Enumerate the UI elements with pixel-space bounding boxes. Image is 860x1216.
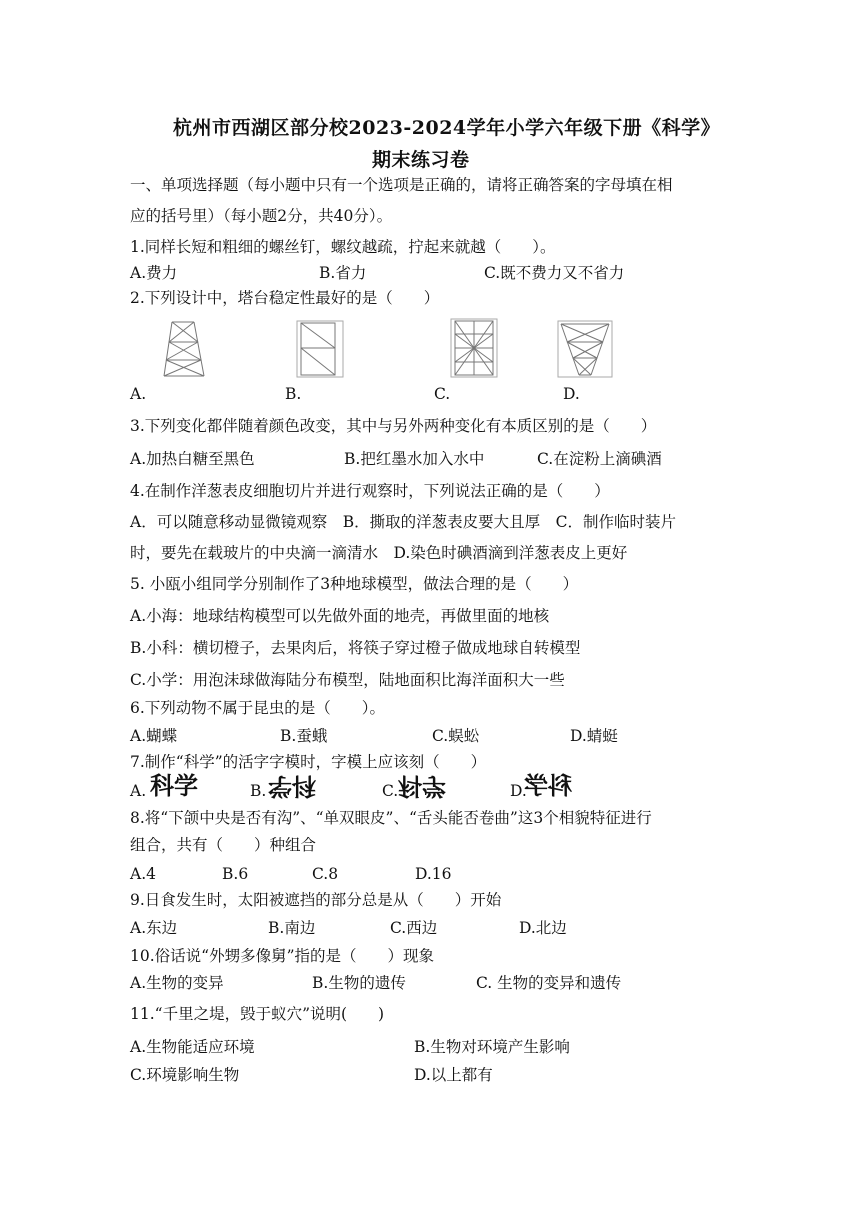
q7-glyph-c: 科学	[398, 772, 446, 800]
q9-stem: 9.日食发生时，太阳被遮挡的部分总是从（ ）开始	[130, 891, 502, 909]
q10-option-c: C. 生物的变异和遗传	[476, 974, 622, 992]
q1-option-b: B.省力	[319, 264, 367, 282]
q9-option-c: C.西边	[390, 919, 438, 937]
q6-option-b: B.蚕蛾	[280, 727, 328, 745]
q6-stem: 6.下列动物不属于昆虫的是（ ）。	[130, 699, 386, 717]
q10-option-b: B.生物的遗传	[312, 974, 406, 992]
q10-stem: 10.俗话说“外甥多像舅”指的是（ ）现象	[130, 947, 434, 965]
q5-option-a: A.小海：地球结构模型可以先做外面的地壳，再做里面的地核	[130, 607, 550, 625]
q6-option-a: A.蝴蝶	[130, 727, 178, 745]
q2-option-b: B.	[285, 385, 302, 403]
q10-option-a: A.生物的变异	[130, 974, 224, 992]
q9-option-b: B.南边	[268, 919, 316, 937]
q8-option-d: D.16	[415, 865, 452, 883]
q2-option-a: A.	[130, 385, 147, 403]
q8-stem-line-2: 组合，共有（ ）种组合	[130, 836, 317, 854]
q9-option-d: D.北边	[519, 919, 567, 937]
q3-option-a: A.加热白糖至黑色	[130, 450, 255, 468]
q7-stem: 7.制作“科学”的活字字模时，字模上应该刻（ ）	[130, 753, 487, 771]
title-line-2: 期末练习卷	[372, 149, 470, 171]
section-instructions-line-1: 一、单项选择题（每小题中只有一个选项是正确的，请将正确答案的字母填在相	[130, 176, 673, 194]
q3-stem: 3.下列变化都伴随着颜色改变，其中与另外两种变化有本质区别的是（ ）	[130, 417, 657, 435]
q6-option-c: C.蜈蚣	[432, 727, 480, 745]
q2-option-c: C.	[434, 385, 451, 403]
q11-option-d: D.以上都有	[414, 1066, 493, 1084]
q11-option-a: A.生物能适应环境	[130, 1038, 255, 1056]
q8-option-a: A.4	[130, 865, 156, 883]
q5-option-c: C.小学：用泡沫球做海陆分布模型，陆地面积比海洋面积大一些	[130, 671, 565, 689]
q3-option-c: C.在淀粉上滴碘酒	[537, 450, 662, 468]
tower-figure-d	[557, 320, 613, 378]
q7-option-c: C.	[382, 782, 399, 800]
q7-option-d: D.	[510, 782, 527, 800]
q7-option-a: A.	[130, 782, 147, 800]
q1-stem: 1.同样长短和粗细的螺丝钉，螺纹越疏，拧起来就越（ ）。	[130, 238, 556, 256]
q11-option-b: B.生物对环境产生影响	[414, 1038, 570, 1056]
q4-options-line-2: 时，要先在载玻片的中央滴一滴清水 D.染色时碘酒滴到洋葱表皮上更好	[130, 544, 628, 562]
q2-stem: 2.下列设计中，塔台稳定性最好的是（ ）	[130, 289, 440, 307]
q6-option-d: D.蜻蜓	[570, 727, 618, 745]
tower-figure-b	[296, 320, 344, 378]
q8-stem-line-1: 8.将“下颌中央是否有沟”、“单双眼皮”、“舌头能否卷曲”这3个相貌特征进行	[130, 809, 652, 827]
q9-option-a: A.东边	[130, 919, 178, 937]
tower-figure-c	[450, 318, 498, 378]
q5-stem: 5. 小瓯小组同学分别制作了3种地球模型，做法合理的是（ ）	[130, 575, 579, 593]
q11-stem: 11.“千里之堤，毁于蚁穴”说明( )	[130, 1005, 385, 1023]
q3-option-b: B.把红墨水加入水中	[344, 450, 485, 468]
q4-stem: 4.在制作洋葱表皮细胞切片并进行观察时，下列说法正确的是（ ）	[130, 482, 610, 500]
q8-option-b: B.6	[222, 865, 249, 883]
q8-option-c: C.8	[312, 865, 339, 883]
q7-option-b: B.	[250, 782, 267, 800]
q7-glyph-a: 科学	[150, 772, 198, 800]
q2-option-d: D.	[563, 385, 580, 403]
q7-glyph-b: 科学	[268, 772, 316, 800]
q11-option-c: C.环境影响生物	[130, 1066, 240, 1084]
tower-figure-a	[158, 320, 210, 378]
q5-option-b: B.小科：横切橙子，去果肉后，将筷子穿过橙子做成地球自转模型	[130, 639, 581, 657]
title-line-1: 杭州市西湖区部分校2023-2024学年小学六年级下册《科学》	[173, 117, 721, 139]
q7-glyph-d: 科学	[524, 772, 572, 800]
section-instructions-line-2: 应的括号里）（每小题2分，共40分）。	[130, 207, 393, 225]
q1-option-c: C.既不费力又不省力	[484, 264, 625, 282]
q4-options-line-1: A．可以随意移动显微镜观察 B．撕取的洋葱表皮要大且厚 C．制作临时装片	[130, 513, 676, 531]
q1-option-a: A.费力	[130, 264, 178, 282]
